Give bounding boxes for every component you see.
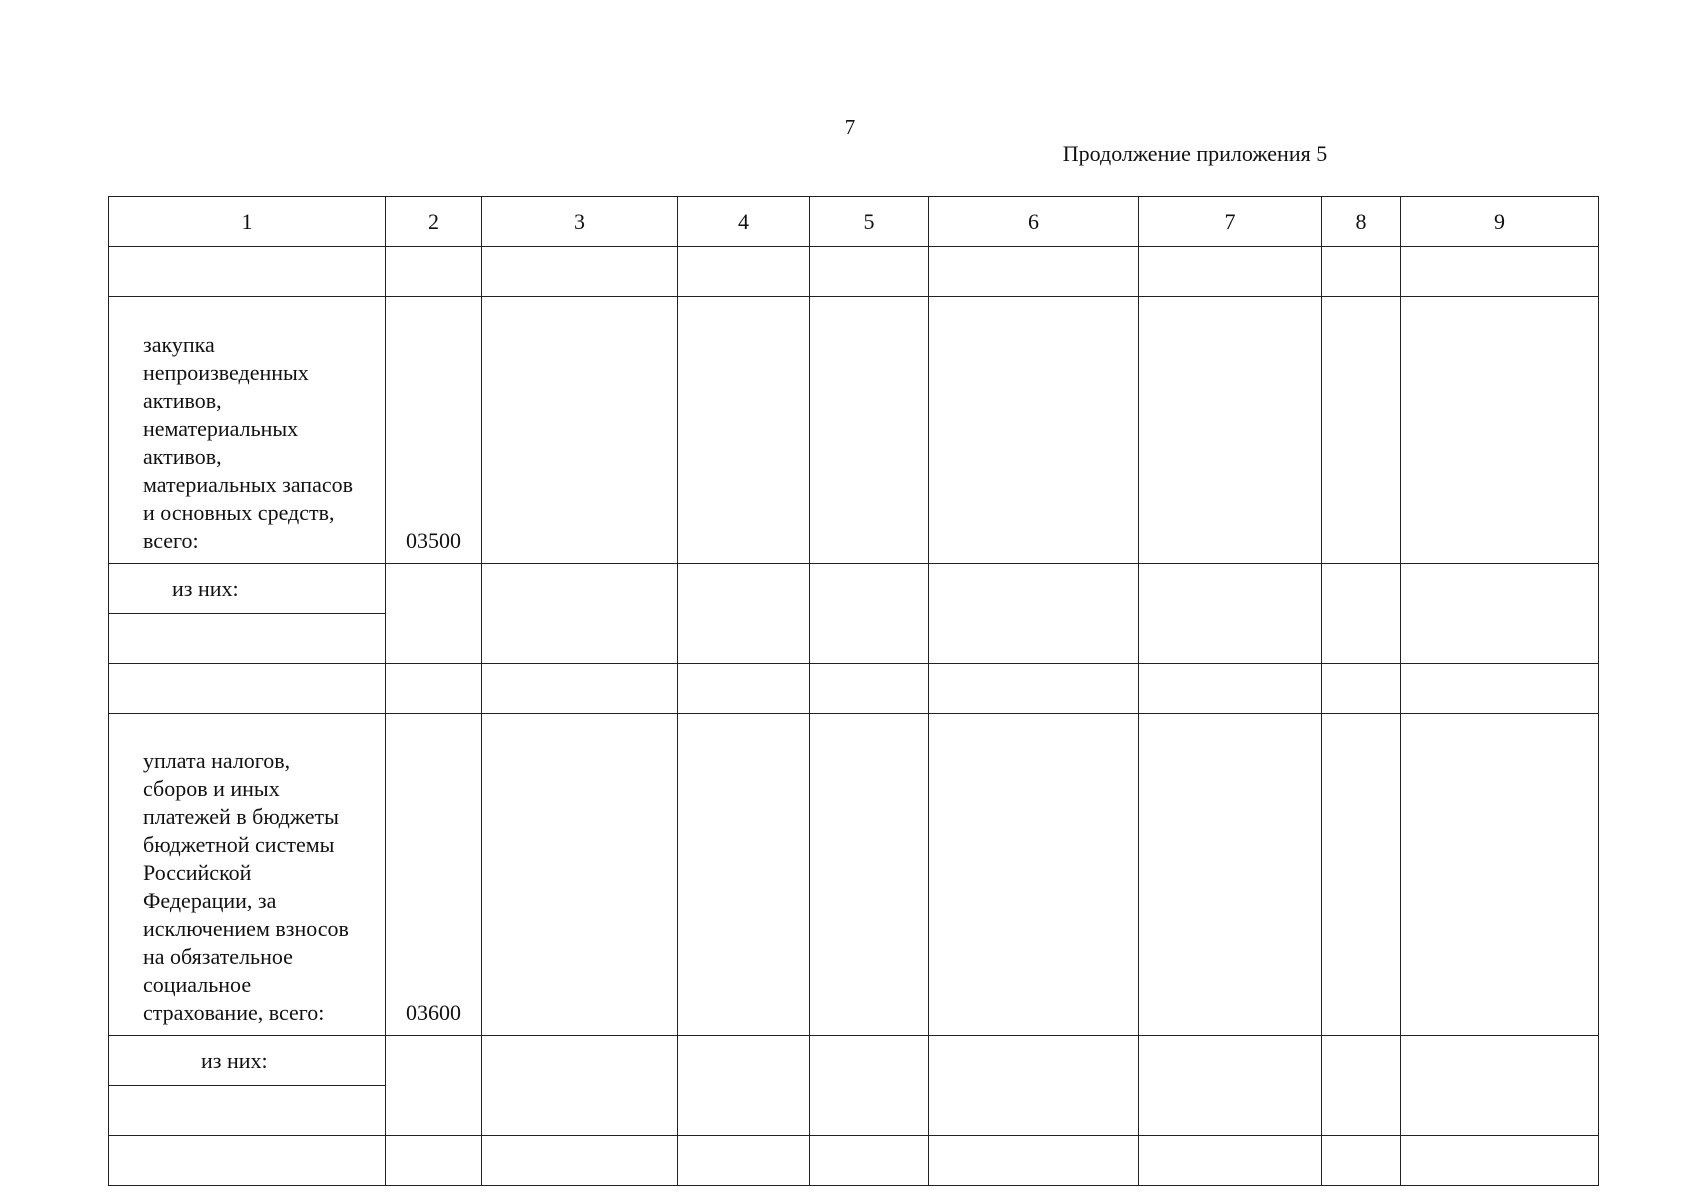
- column-number-9: 9: [1401, 197, 1599, 247]
- table-cell: [109, 1136, 386, 1186]
- table-cell: [678, 1136, 810, 1186]
- purchase-label-line: и основных средств,: [143, 500, 335, 525]
- taxes-label-line: на обязательное: [143, 944, 293, 969]
- table-row-taxes: [109, 714, 1599, 1036]
- table-cell: [1139, 1136, 1322, 1186]
- taxes-label-line: социальное: [143, 972, 252, 997]
- table-cell: [1401, 1036, 1599, 1136]
- table-cell: [1322, 247, 1401, 297]
- table-cell: [1322, 1036, 1401, 1136]
- table-cell: [810, 714, 929, 1036]
- page-number: 7: [844, 115, 856, 139]
- table-cell: [1401, 297, 1599, 564]
- table-cell: [1322, 564, 1401, 664]
- column-number-row: [109, 197, 1599, 247]
- table-cell: [929, 1036, 1139, 1136]
- table-row-purchase: [109, 297, 1599, 564]
- column-number-8: 8: [1322, 197, 1401, 247]
- table-cell: [678, 564, 810, 664]
- column-number-3: 3: [482, 197, 678, 247]
- table-cell: [1322, 664, 1401, 714]
- table-cell: [929, 664, 1139, 714]
- appendix-continuation-note: Продолжение приложения 5: [1062, 141, 1328, 166]
- purchase-label-line: закупка: [143, 332, 215, 357]
- table-cell: [929, 247, 1139, 297]
- table-cell: [810, 1036, 929, 1136]
- taxes-label-line: Федерации, за: [143, 888, 277, 913]
- column-number-4: 4: [678, 197, 810, 247]
- table-cell: [1139, 297, 1322, 564]
- column-number-5: 5: [810, 197, 929, 247]
- taxes-label-line: бюджетной системы: [143, 832, 335, 857]
- taxes-label-line: сборов и иных: [143, 776, 280, 801]
- table-cell: [386, 247, 482, 297]
- purchase-label-line: нематериальных: [143, 416, 299, 441]
- table-cell: [482, 297, 678, 564]
- purchase-label-line: всего:: [143, 528, 199, 553]
- table-cell: [678, 664, 810, 714]
- table-cell: [1322, 714, 1401, 1036]
- table-cell: [482, 714, 678, 1036]
- taxes-label-line: Российской: [143, 860, 252, 885]
- table-cell: [1139, 664, 1322, 714]
- purchase-subheader: из них:: [172, 575, 239, 601]
- table-cell: [810, 564, 929, 664]
- table-cell: [929, 564, 1139, 664]
- table-cell: [482, 1036, 678, 1136]
- table-cell: [482, 1136, 678, 1186]
- table-cell: [810, 297, 929, 564]
- taxes-code: 03600: [386, 714, 482, 1036]
- table-cell: [1139, 564, 1322, 664]
- table-cell: [482, 664, 678, 714]
- table-cell: [929, 714, 1139, 1036]
- table-cell: [678, 297, 810, 564]
- table-cell: [1322, 1136, 1401, 1186]
- table-row-empty: [109, 1136, 1599, 1186]
- table-cell: [109, 614, 386, 664]
- table-cell: [1139, 247, 1322, 297]
- table-cell: [810, 664, 929, 714]
- purchase-label-line: материальных запасов: [143, 472, 353, 497]
- table-cell: [678, 247, 810, 297]
- taxes-subheader: из них:: [201, 1047, 268, 1073]
- table-cell: [386, 1136, 482, 1186]
- purchase-code: 03500: [386, 297, 482, 564]
- table-row-empty: [109, 664, 1599, 714]
- column-number-7: 7: [1139, 197, 1322, 247]
- table-cell: [678, 714, 810, 1036]
- taxes-subheader-cell: [109, 1036, 386, 1086]
- column-number-2: 2: [386, 197, 482, 247]
- taxes-label-line: уплата налогов,: [143, 748, 291, 773]
- taxes-label: [109, 714, 386, 1036]
- table-cell: [1401, 564, 1599, 664]
- taxes-label-line: страхование, всего:: [143, 1000, 325, 1025]
- table-cell: [1401, 664, 1599, 714]
- table-cell: [482, 247, 678, 297]
- table-row-purchase-subheader: [109, 564, 1599, 614]
- purchase-subheader-cell: [109, 564, 386, 614]
- table-cell: [810, 247, 929, 297]
- table-cell: [1139, 1036, 1322, 1136]
- table-row-empty: [109, 247, 1599, 297]
- taxes-label-line: исключением взносов: [143, 916, 349, 941]
- purchase-label-line: непроизведенных: [143, 360, 309, 385]
- table-row-taxes-subheader: [109, 1036, 1599, 1086]
- table-cell: [1139, 714, 1322, 1036]
- table-cell: [678, 1036, 810, 1136]
- table-cell: [1322, 297, 1401, 564]
- table-cell: [929, 297, 1139, 564]
- table-cell: [1401, 1136, 1599, 1186]
- table-cell: [386, 664, 482, 714]
- table-cell: [482, 564, 678, 664]
- taxes-label-line: платежей в бюджеты: [143, 804, 339, 829]
- table-cell: [109, 664, 386, 714]
- table-cell: [1401, 247, 1599, 297]
- table-cell: [386, 1036, 482, 1136]
- table-cell: [386, 564, 482, 664]
- table-cell: [1401, 714, 1599, 1036]
- purchase-label-line: активов,: [143, 444, 222, 469]
- purchase-label: [109, 297, 386, 564]
- purchase-label-line: активов,: [143, 388, 222, 413]
- report-table: [108, 196, 1599, 1186]
- table-cell: [810, 1136, 929, 1186]
- column-number-1: 1: [109, 197, 386, 247]
- table-cell: [109, 247, 386, 297]
- column-number-6: 6: [929, 197, 1139, 247]
- table-cell: [109, 1086, 386, 1136]
- table-cell: [929, 1136, 1139, 1186]
